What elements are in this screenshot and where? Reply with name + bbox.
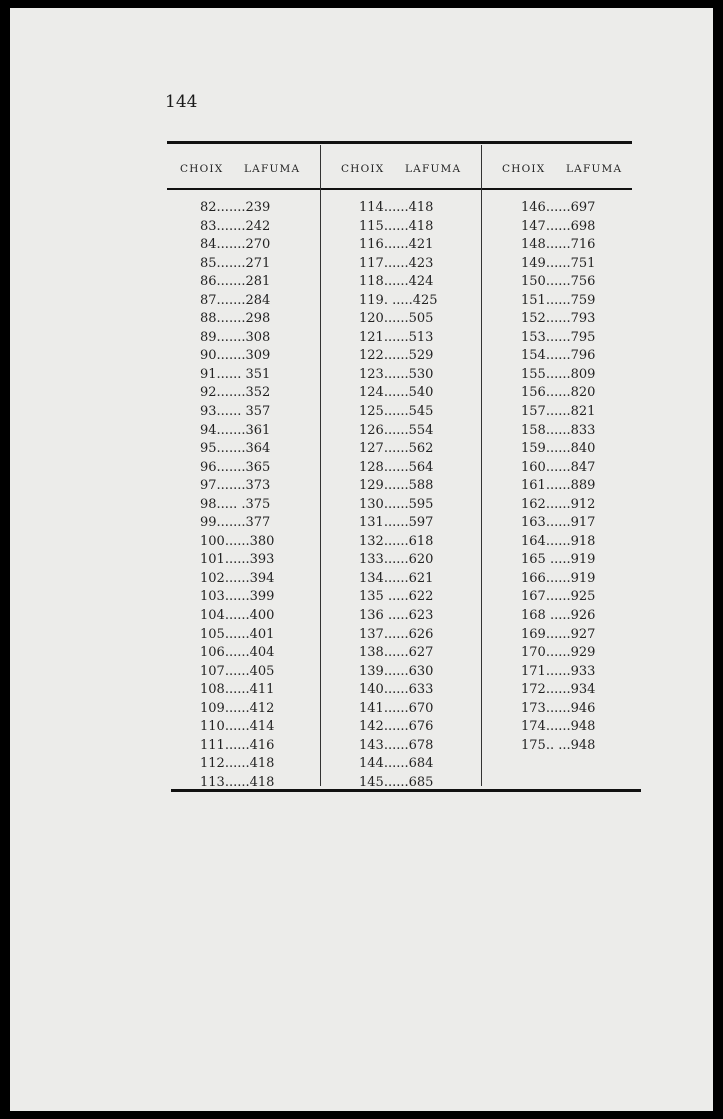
- column-header-lafuma: LAFUMA: [566, 163, 623, 175]
- table-row: 114......418: [359, 200, 434, 215]
- table-row: 100......380: [200, 533, 275, 549]
- table-row: 123......530: [359, 366, 434, 382]
- table-row: 161......889: [521, 478, 596, 494]
- table-row: 157......821: [521, 404, 596, 420]
- table-row: 136 .....623: [359, 608, 434, 624]
- table-row: 158......833: [521, 422, 596, 438]
- table-row: 86.......281: [200, 274, 271, 290]
- table-row: 149......751: [521, 255, 596, 271]
- table-row: 124......540: [359, 385, 434, 401]
- table-row: 160......847: [521, 459, 596, 475]
- page-number: 144: [165, 92, 198, 112]
- table-row: 168 .....926: [521, 608, 596, 624]
- table-row: 115......418: [359, 218, 434, 234]
- table-row: 167......925: [521, 589, 596, 605]
- table-top-rule: [167, 141, 632, 144]
- table-row: 138......627: [359, 645, 434, 661]
- table-row: 99.......377: [200, 515, 271, 531]
- table-row: 155......809: [521, 366, 596, 382]
- table-row: 109......412: [200, 700, 275, 716]
- table-row: 175.. ...948: [521, 737, 596, 753]
- table-row: 142......676: [359, 719, 434, 735]
- table-row: 122......529: [359, 348, 434, 364]
- table-row: 119. .....425: [359, 292, 438, 308]
- table-row: 131......597: [359, 515, 434, 531]
- table-column-2: [359, 199, 438, 793]
- table-row: 127......562: [359, 441, 434, 457]
- table-row: 101......393: [200, 552, 275, 568]
- table-row: 126......554: [359, 422, 434, 438]
- table-row: 171......933: [521, 663, 596, 679]
- table-column-1: [200, 199, 274, 793]
- table-row: 120......505: [359, 311, 434, 327]
- table-row: 110......414: [200, 719, 275, 735]
- table-row: 141......670: [359, 700, 434, 716]
- column-header-lafuma: LAFUMA: [405, 163, 462, 175]
- column-header-choix: CHOIX: [180, 163, 224, 175]
- table-row: 93...... 357: [200, 404, 271, 420]
- column-divider: [320, 145, 321, 786]
- document-page: [10, 8, 713, 1111]
- table-row: 128......564: [359, 459, 434, 475]
- table-row: 87.......284: [200, 292, 271, 308]
- table-row: 169......927: [521, 626, 596, 642]
- table-row: 130......595: [359, 496, 434, 512]
- table-row: 85.......271: [200, 255, 271, 271]
- table-row: 111......416: [200, 737, 275, 753]
- table-header-rule: [167, 188, 632, 190]
- table-row: 152......793: [521, 311, 596, 327]
- table-row: 153......795: [521, 329, 596, 345]
- table-row: 117......423: [359, 255, 434, 271]
- table-row: 97.......373: [200, 478, 271, 494]
- table-row: 89.......308: [200, 329, 271, 345]
- table-row: 112......418: [200, 756, 275, 772]
- table-row: 104......400: [200, 608, 275, 624]
- table-row: 164......918: [521, 533, 596, 549]
- table-row: 98..... .375: [200, 496, 271, 512]
- table-row: 135 .....622: [359, 589, 434, 605]
- table-row: 108......411: [200, 682, 275, 698]
- table-row: 105......401: [200, 626, 275, 642]
- table-row: 143......678: [359, 737, 434, 753]
- table-row: 95.......364: [200, 441, 271, 457]
- table-row: 102......394: [200, 570, 275, 586]
- table-row: 165 .....919: [521, 552, 596, 568]
- table-row: 166......919: [521, 570, 596, 586]
- table-row: 132......618: [359, 533, 434, 549]
- table-row: 107......405: [200, 663, 275, 679]
- table-row: 150......756: [521, 274, 596, 290]
- table-row: 92.......352: [200, 385, 271, 401]
- table-row: 162......912: [521, 496, 596, 512]
- table-row: 148......716: [521, 237, 596, 253]
- table-row: 129......588: [359, 478, 434, 494]
- table-row: 172......934: [521, 682, 596, 698]
- table-row: 94.......361: [200, 422, 271, 438]
- table-row: 91...... 351: [200, 366, 271, 382]
- table-row: 113......418: [200, 774, 275, 790]
- table-row: 170......929: [521, 645, 596, 661]
- table-row: 137......626: [359, 626, 434, 642]
- table-row: 146......697: [521, 200, 596, 215]
- table-row: 173......946: [521, 700, 596, 716]
- table-row: 103......399: [200, 589, 275, 605]
- table-row: 156......820: [521, 385, 596, 401]
- table-row: 174......948: [521, 719, 596, 735]
- table-row: 90.......309: [200, 348, 271, 364]
- column-divider: [481, 145, 482, 786]
- table-row: 154......796: [521, 348, 596, 364]
- table-row: 145......685: [359, 774, 434, 790]
- table-row: 106......404: [200, 645, 275, 661]
- table-row: 125......545: [359, 404, 434, 420]
- table-row: 163......917: [521, 515, 596, 531]
- table-row: 133......620: [359, 552, 434, 568]
- table-row: 144......684: [359, 756, 434, 772]
- table-row: 84.......270: [200, 237, 271, 253]
- table-row: 151......759: [521, 292, 596, 308]
- table-row: 88.......298: [200, 311, 271, 327]
- table-row: 118......424: [359, 274, 434, 290]
- table-row: 121......513: [359, 329, 434, 345]
- table-row: 139......630: [359, 663, 434, 679]
- column-header-choix: CHOIX: [341, 163, 385, 175]
- table-row: 147......698: [521, 218, 596, 234]
- table-row: 83.......242: [200, 218, 271, 234]
- column-header-choix: CHOIX: [502, 163, 546, 175]
- table-row: 159......840: [521, 441, 596, 457]
- table-row: 82.......239: [200, 200, 271, 215]
- table-row: 96.......365: [200, 459, 271, 475]
- table-column-3: [521, 199, 595, 755]
- table-row: 134......621: [359, 570, 434, 586]
- column-header-lafuma: LAFUMA: [244, 163, 301, 175]
- table-row: 140......633: [359, 682, 434, 698]
- table-row: 116......421: [359, 237, 434, 253]
